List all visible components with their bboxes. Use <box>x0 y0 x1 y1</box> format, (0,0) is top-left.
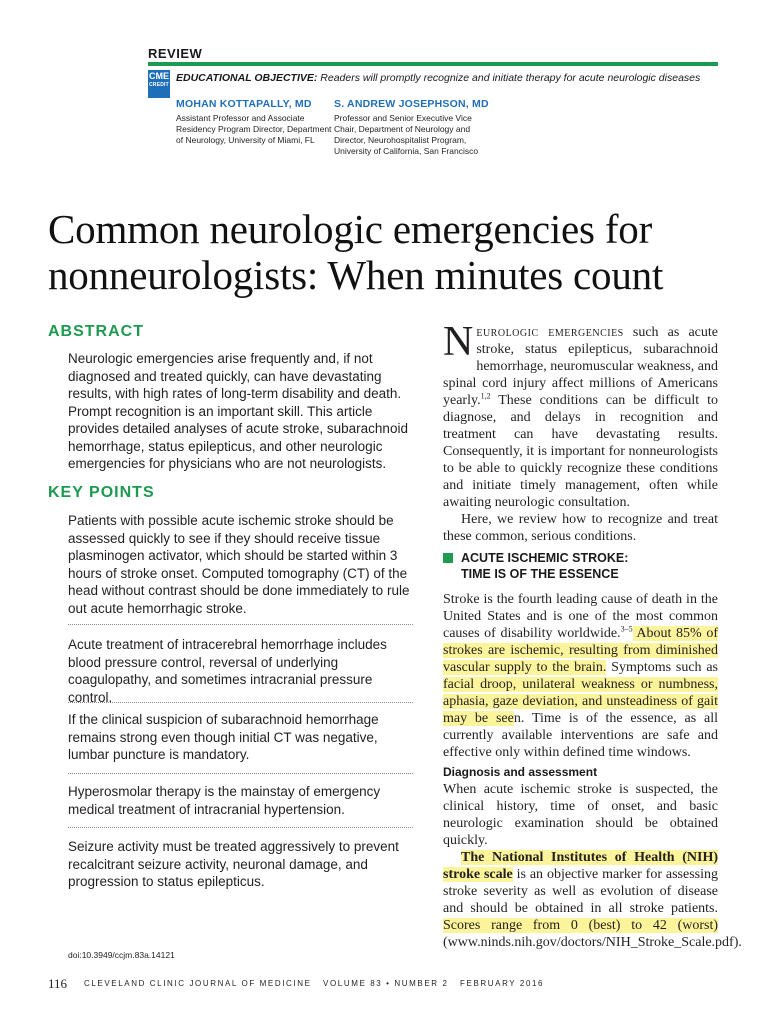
body-text: n. Time is of the essence, as all currently available interventions are safe and effective only within defined time windows. <box>443 711 718 760</box>
key-point-item: Seizure activity must be treated aggressively to prevent recalcitrant seizure activity, neuronal damage, and progression to status epilepticus. <box>68 839 399 889</box>
educational-objective <box>176 72 736 84</box>
journal-name: CLEVELAND CLINIC JOURNAL OF MEDICINE <box>84 979 312 988</box>
objective-label: EDUCATIONAL OBJECTIVE: <box>176 72 318 84</box>
author-affiliation: Assistant Professor and Associate Residency Program Director, Department of Neurology, University of Miami, FL <box>176 113 332 145</box>
key-points-heading: KEY POINTS <box>48 484 155 501</box>
page-number: 116 <box>48 976 68 991</box>
key-point-item: Hyperosmolar therapy is the mainstay of emergency medical treatment of intracranial hypertension. <box>68 784 381 817</box>
header-rule <box>148 62 718 66</box>
abstract-text: Neurologic emergencies arise frequently and, if not diagnosed and treated quickly, can have devastating results, with high rates of long-term disability and death. Prompt recognition is an important skill. This article provides detailed analyses of acute stroke, subarachnoid hemorrhage, status epilepticus, and other neurologic emergencies for physicians who are not neurologists. <box>68 351 408 471</box>
cme-credit-badge <box>148 70 170 98</box>
key-point-divider <box>68 827 413 828</box>
journal-date: FEBRUARY 2016 <box>460 979 545 988</box>
journal-volume: VOLUME 83 <box>323 979 383 988</box>
heading-line: TIME IS OF THE ESSENCE <box>461 567 619 581</box>
author-name: MOHAN KOTTAPALLY, MD <box>176 98 312 110</box>
key-point-item: If the clinical suspicion of subarachnoid hemorrhage remains strong even though initial CT was negative, lumbar puncture is mandatory. <box>68 712 379 762</box>
highlighted-text: The National Institutes of Health (NIH) stroke scale <box>443 850 718 882</box>
cme-badge-top: CME <box>149 71 169 81</box>
doi-text: doi:10.3949/ccjm.83a.14121 <box>68 950 175 960</box>
key-point-divider <box>68 702 413 703</box>
key-point-divider <box>68 773 413 774</box>
stroke-paragraph <box>443 591 718 761</box>
intro-text: such as acute stroke, status epilepticus, subarachnoid hemorrhage, neuromuscular weakness, and spinal cord injury affect millions of Americans yearly. <box>443 325 718 408</box>
author-name: S. ANDREW JOSEPHSON, MD <box>334 98 489 110</box>
highlighted-text: About 85% of strokes are ischemic, resulting from diminished vascular supply to the brain. <box>443 626 718 675</box>
highlighted-text: Scores range from 0 (best) to 42 (worst) <box>443 918 718 933</box>
objective-text: Readers will promptly recognize and initiate therapy for acute neurologic diseases <box>317 72 701 84</box>
journal-footer <box>84 979 544 988</box>
journal-issue: NUMBER 2 <box>394 979 449 988</box>
diagnosis-paragraph-2 <box>443 849 742 951</box>
article-title: Common neurologic emergencies for nonneurologists: When minutes count <box>48 206 664 298</box>
body-text: (www.ninds.nih.gov/doctors/NIH_Stroke_Scale.pdf). <box>443 935 742 950</box>
diagnosis-heading: Diagnosis and assessment <box>443 765 598 779</box>
abstract-heading: ABSTRACT <box>48 323 144 340</box>
section-label: REVIEW <box>148 46 203 61</box>
diagnosis-paragraph-1: When acute ischemic stroke is suspected, the clinical history, time of onset, and basic neurologic examination should be obtained quickly. <box>443 782 718 848</box>
key-point-divider <box>68 624 413 625</box>
intro-paragraph-2: Here, we review how to recognize and treat these common, serious conditions. <box>443 512 718 544</box>
citation: 3–5 <box>620 624 633 634</box>
author-block-2 <box>334 98 494 157</box>
author-affiliation: Professor and Senior Executive Vice Chair, Department of Neurology and Director, Neurohospitalist Program, University of California, San Francisco <box>334 113 479 156</box>
author-block-1 <box>176 98 336 146</box>
highlighted-text: facial droop, unilateral weakness or numbness, aphasia, gaze deviation, and unsteadiness of gait may be see <box>443 677 718 726</box>
intro-smallcaps: eurologic emergencies <box>476 325 624 340</box>
key-point-item: Patients with possible acute ischemic stroke should be assessed quickly to see if they should receive tissue plasminogen activator, which should be started within 3 hours of stroke onset. Computed tomography (CT) of the head without contrast should be done immediately to rule out acute hemorrhagic stroke. <box>68 513 410 616</box>
stroke-section-heading <box>461 550 721 582</box>
diagnosis-paragraphs <box>443 781 742 951</box>
stroke-text <box>443 591 718 761</box>
citation: 1,2 <box>480 391 491 401</box>
section-marker-icon <box>443 553 453 563</box>
intro-text: These conditions can be difficult to diagnose, and delays in recognition and treatment can have devastating results. Consequently, it is important for nonneurologists to be able to quickly recognize these conditions and initiate timely management, often while awaiting neurologic consultation. <box>443 393 718 510</box>
body-text: is an objective marker for assessing stroke severity as well as evolution of disease and should be obtained in all stroke patients. <box>443 867 718 916</box>
heading-line: ACUTE ISCHEMIC STROKE: <box>461 551 629 565</box>
intro-paragraph-1 <box>443 319 718 511</box>
cme-badge-bottom: CREDIT <box>149 82 169 88</box>
footer-bullet: • <box>386 979 391 988</box>
body-text: Stroke is the fourth leading cause of death in the United States and is one of the most common causes of disability worldwide. <box>443 592 718 641</box>
drop-cap: N <box>443 319 474 365</box>
body-text: Symptoms such as <box>606 660 718 675</box>
key-point-item: Acute treatment of intracerebral hemorrhage includes blood pressure control, reversal of underlying coagulopathy, and sometimes intracranial pressure control. <box>68 637 387 705</box>
intro-paragraphs <box>443 319 718 545</box>
